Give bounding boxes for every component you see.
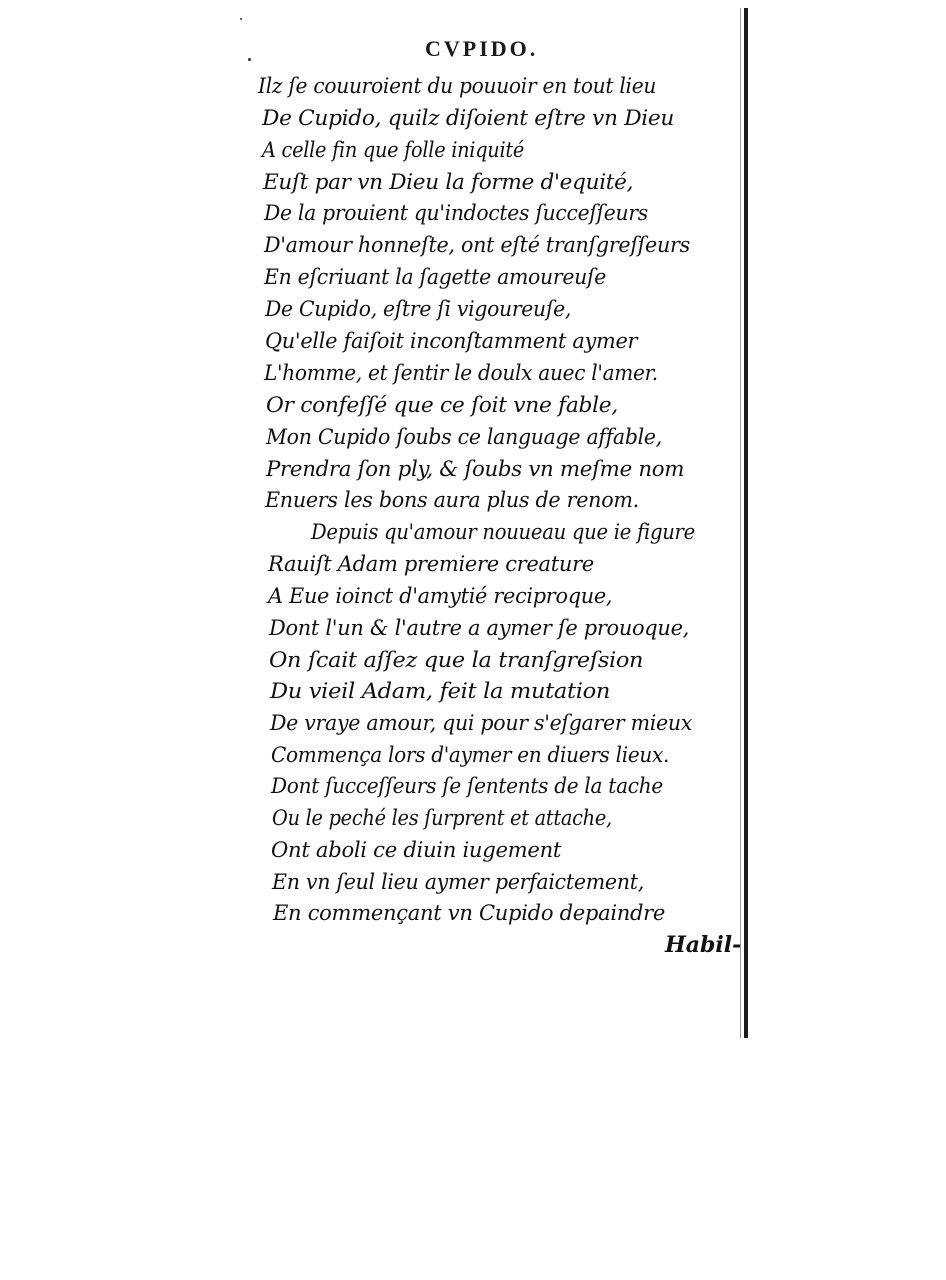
verse-line: De la prouient qu'indoctes ſucceſſeurs [264, 201, 648, 225]
verse-line: A celle fin que folle iniquité [262, 138, 525, 162]
verse-line: D'amour honneſte, ont eſté tranſgreſſeurs [264, 233, 690, 257]
ink-speck [248, 58, 251, 61]
page-edge-rule [744, 8, 748, 1038]
verse-line: On ſcait aſſez que la tranſgreſsion [269, 648, 644, 672]
verse-line: Prendra ſon ply, & ſoubs vn meſme nom [266, 457, 685, 481]
running-head: CVPIDO. [425, 36, 539, 61]
verse-line: En eſcriuant la ſagette amoureuſe [264, 265, 607, 289]
verse-line: Euſt par vn Dieu la forme d'equité, [263, 170, 634, 194]
verse-line: De Cupido, eſtre ſi vigoureuſe, [265, 297, 572, 321]
verse-line: Ilz ſe couuroient du pouuoir en tout lieu [258, 74, 657, 98]
verse-line: Enuers les bons aura plus de renom. [265, 488, 639, 512]
verse-line: En commençant vn Cupido depaindre [273, 901, 666, 925]
verse-line: Depuis qu'amour nouueau que ie figure [311, 520, 695, 544]
verse-line: L'homme, et ſentir le doulx auec l'amer. [264, 361, 658, 385]
verse-line: Mon Cupido ſoubs ce language affable, [266, 425, 662, 449]
verse-line: Dont l'un & l'autre a aymer ſe prouoque, [269, 616, 690, 640]
verse-line: En vn ſeul lieu aymer perfaictement, [272, 870, 644, 894]
verse-line: Dont ſucceſſeurs ſe ſentents de la tache [271, 774, 663, 798]
catchword: Habil- [665, 932, 742, 958]
verse-line: Commença lors d'aymer en diuers lieux. [271, 743, 670, 767]
ink-speck [240, 18, 242, 20]
page-edge-shadow [740, 8, 741, 1038]
verse-line: A Eue ioinct d'amytié reciproque, [268, 584, 613, 608]
verse-line: De vraye amour, qui pour s'eſgarer mieux [270, 711, 693, 735]
verse-line: Du vieil Adam, feit la mutation [270, 679, 611, 703]
verse-line: Ou le peché les ſurprent et attache, [272, 806, 612, 830]
verse-line: De Cupido, quilz diſoient eſtre vn Dieu [262, 106, 675, 130]
verse-line: Or confeſſé que ce ſoit vne fable, [266, 393, 618, 417]
verse-line: Rauiſt Adam premiere creature [268, 552, 594, 576]
verse-line: Ont aboli ce diuin iugement [271, 838, 562, 862]
verse-line: Qu'elle faiſoit inconſtamment aymer [265, 329, 638, 353]
